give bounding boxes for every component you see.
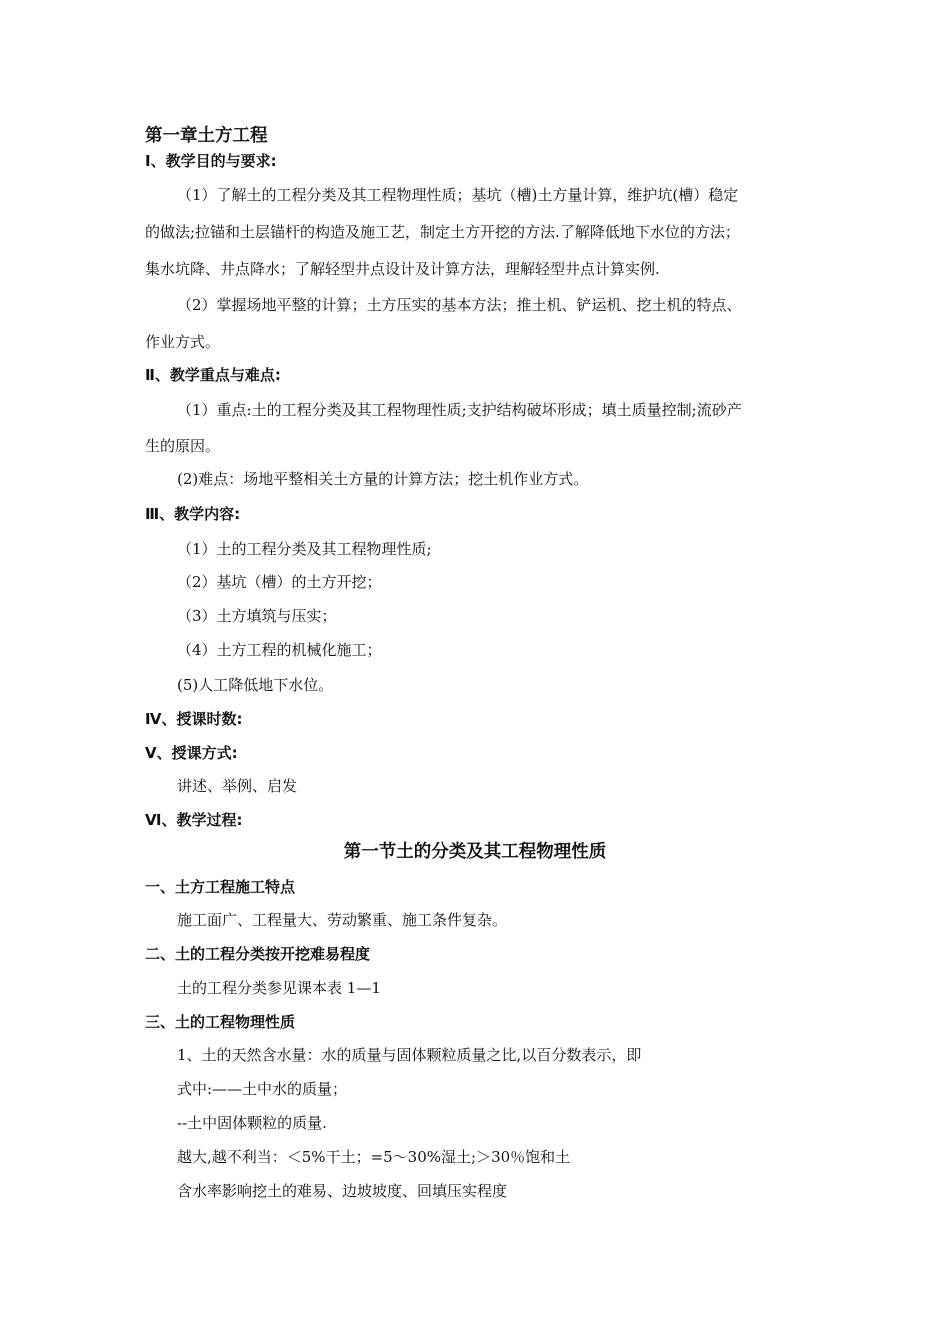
paragraph-line: （1）了解土的工程分类及其工程物理性质；基坑（槽)土方量计算，维护坑(槽）稳定: [177, 186, 739, 204]
paragraph-line: 作业方式。: [145, 333, 221, 351]
paragraph-line: 越大,越不利当：＜5%干土；=5～30%湿土;＞30％饱和土: [177, 1148, 571, 1166]
paragraph-line: 1、土的天然含水量：水的质量与固体颗粒质量之比,以百分数表示，即: [177, 1046, 642, 1064]
heading-process: Ⅵ、教学过程:: [145, 811, 243, 829]
paragraph-line: （2）掌握场地平整的计算；土方压实的基本方法；推土机、铲运机、挖土机的特点、: [177, 296, 742, 314]
paragraph-line: (2)难点：场地平整相关土方量的计算方法；挖土机作业方式。: [177, 470, 589, 488]
paragraph-line: --土中固体颗粒的质量.: [177, 1114, 327, 1132]
heading-objectives: Ⅰ、教学目的与要求:: [145, 152, 277, 170]
paragraph-line: 的做法;拉锚和土层锚杆的构造及施工艺，制定土方开挖的方法.了解降低地下水位的方法；: [145, 223, 740, 241]
heading-features: 一、土方工程施工特点: [145, 878, 296, 896]
heading-content: Ⅲ、教学内容:: [145, 505, 241, 523]
heading-hours: Ⅳ、授课时数:: [145, 710, 243, 728]
heading-classification: 二、土的工程分类按开挖难易程度: [145, 945, 371, 963]
paragraph-line: （1）重点:土的工程分类及其工程物理性质;支护结构破坏形成；填土质量控制;流砂产: [177, 401, 742, 419]
list-item: (5)人工降低地下水位。: [177, 676, 334, 694]
list-item: （2）基坑（槽）的土方开挖；: [177, 573, 382, 591]
paragraph-line: 土的工程分类参见课本表 1—1: [177, 979, 381, 997]
paragraph-line: 施工面广、工程量大、劳动繁重、施工条件复杂。: [177, 911, 508, 929]
chapter-title: 第一章土方工程: [145, 126, 268, 146]
heading-key-points: Ⅱ、教学重点与难点:: [145, 366, 281, 384]
paragraph-line: 生的原因。: [145, 437, 221, 455]
paragraph-line: 讲述、举例、启发: [177, 777, 298, 795]
list-item: （4）土方工程的机械化施工；: [177, 641, 382, 659]
heading-method: Ⅴ、授课方式:: [145, 744, 238, 762]
section-title: 第一节土的分类及其工程物理性质: [343, 842, 607, 862]
heading-properties: 三、土的工程物理性质: [145, 1013, 296, 1031]
paragraph-line: 集水坑降、井点降水；了解轻型井点设计及计算方法，理解轻型井点计算实例.: [145, 260, 660, 278]
paragraph-line: 含水率影响挖土的难易、边坡坡度、回填压实程度: [177, 1182, 508, 1200]
paragraph-line: 式中:——土中水的质量；: [177, 1080, 348, 1098]
list-item: （1）土的工程分类及其工程物理性质;: [177, 540, 432, 558]
list-item: （3）土方填筑与压实；: [177, 607, 337, 625]
